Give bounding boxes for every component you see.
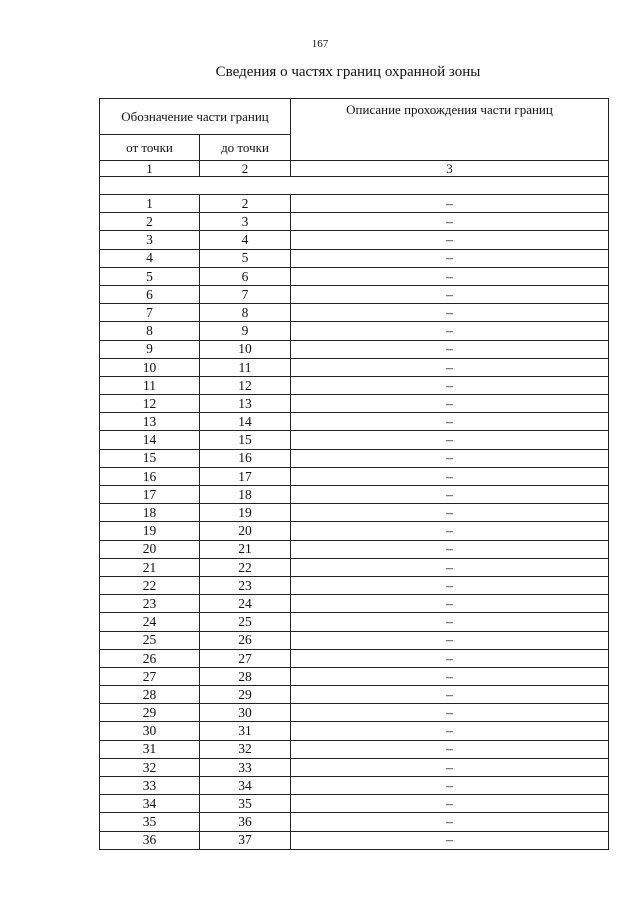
table-row <box>100 322 609 340</box>
table-row <box>100 740 609 758</box>
description-cell: – <box>291 813 609 831</box>
table-row <box>100 540 609 558</box>
table-row <box>100 304 609 322</box>
description-cell: – <box>291 777 609 795</box>
to-point-cell: 34 <box>200 777 291 795</box>
to-point-cell: 13 <box>200 395 291 413</box>
table-row <box>100 595 609 613</box>
header-row-group <box>100 99 609 135</box>
to-point-cell: 25 <box>200 613 291 631</box>
to-point-cell: 24 <box>200 595 291 613</box>
to-point-cell: 9 <box>200 322 291 340</box>
description-cell: – <box>291 449 609 467</box>
header-to-point: до точки <box>200 135 291 161</box>
from-point-cell: 32 <box>100 758 200 776</box>
to-point-cell: 28 <box>200 667 291 685</box>
from-point-cell: 11 <box>100 376 200 394</box>
from-point-cell: 24 <box>100 613 200 631</box>
table-row <box>100 758 609 776</box>
table-row <box>100 358 609 376</box>
table-row <box>100 631 609 649</box>
to-point-cell: 36 <box>200 813 291 831</box>
from-point-cell: 35 <box>100 813 200 831</box>
to-point-cell: 27 <box>200 649 291 667</box>
description-cell: – <box>291 831 609 849</box>
to-point-cell: 30 <box>200 704 291 722</box>
to-point-cell: 32 <box>200 740 291 758</box>
to-point-cell: 19 <box>200 504 291 522</box>
to-point-cell: 3 <box>200 213 291 231</box>
from-point-cell: 36 <box>100 831 200 849</box>
from-point-cell: 16 <box>100 467 200 485</box>
from-point-cell: 19 <box>100 522 200 540</box>
table-row <box>100 340 609 358</box>
description-cell: – <box>291 358 609 376</box>
from-point-cell: 22 <box>100 576 200 594</box>
table-row <box>100 613 609 631</box>
from-point-cell: 9 <box>100 340 200 358</box>
description-cell: – <box>291 795 609 813</box>
from-point-cell: 15 <box>100 449 200 467</box>
description-cell: – <box>291 486 609 504</box>
from-point-cell: 3 <box>100 231 200 249</box>
to-point-cell: 5 <box>200 249 291 267</box>
from-point-cell: 17 <box>100 486 200 504</box>
blank-separator-row <box>100 177 609 195</box>
column-number: 2 <box>200 161 291 177</box>
table-row <box>100 449 609 467</box>
table-row <box>100 777 609 795</box>
description-cell: – <box>291 576 609 594</box>
description-cell: – <box>291 504 609 522</box>
blank-cell <box>100 177 609 195</box>
to-point-cell: 22 <box>200 558 291 576</box>
to-point-cell: 35 <box>200 795 291 813</box>
table-row <box>100 686 609 704</box>
table-row <box>100 576 609 594</box>
description-cell: – <box>291 413 609 431</box>
description-cell: – <box>291 322 609 340</box>
to-point-cell: 17 <box>200 467 291 485</box>
description-cell: – <box>291 431 609 449</box>
table-row <box>100 249 609 267</box>
description-cell: – <box>291 285 609 303</box>
from-point-cell: 5 <box>100 267 200 285</box>
from-point-cell: 12 <box>100 395 200 413</box>
to-point-cell: 26 <box>200 631 291 649</box>
column-numbers-row <box>100 161 609 177</box>
column-number: 1 <box>100 161 200 177</box>
table-row <box>100 195 609 213</box>
from-point-cell: 31 <box>100 740 200 758</box>
from-point-cell: 34 <box>100 795 200 813</box>
from-point-cell: 2 <box>100 213 200 231</box>
to-point-cell: 6 <box>200 267 291 285</box>
from-point-cell: 29 <box>100 704 200 722</box>
description-cell: – <box>291 231 609 249</box>
description-cell: – <box>291 395 609 413</box>
description-cell: – <box>291 758 609 776</box>
table-row <box>100 813 609 831</box>
table-row <box>100 267 609 285</box>
table-row <box>100 795 609 813</box>
from-point-cell: 7 <box>100 304 200 322</box>
description-cell: – <box>291 213 609 231</box>
description-cell: – <box>291 686 609 704</box>
to-point-cell: 7 <box>200 285 291 303</box>
description-cell: – <box>291 704 609 722</box>
to-point-cell: 12 <box>200 376 291 394</box>
to-point-cell: 4 <box>200 231 291 249</box>
description-cell: – <box>291 249 609 267</box>
from-point-cell: 27 <box>100 667 200 685</box>
description-cell: – <box>291 595 609 613</box>
to-point-cell: 37 <box>200 831 291 849</box>
from-point-cell: 1 <box>100 195 200 213</box>
description-cell: – <box>291 558 609 576</box>
description-cell: – <box>291 304 609 322</box>
table-row <box>100 467 609 485</box>
table-row <box>100 649 609 667</box>
to-point-cell: 23 <box>200 576 291 594</box>
table-row <box>100 504 609 522</box>
table-row <box>100 722 609 740</box>
description-cell: – <box>291 267 609 285</box>
description-cell: – <box>291 376 609 394</box>
description-cell: – <box>291 340 609 358</box>
table-row <box>100 431 609 449</box>
header-boundary-description: Описание прохождения части границ <box>291 99 609 161</box>
to-point-cell: 31 <box>200 722 291 740</box>
description-cell: – <box>291 522 609 540</box>
from-point-cell: 10 <box>100 358 200 376</box>
from-point-cell: 33 <box>100 777 200 795</box>
boundary-parts-table <box>99 98 609 850</box>
to-point-cell: 16 <box>200 449 291 467</box>
description-cell: – <box>291 667 609 685</box>
from-point-cell: 28 <box>100 686 200 704</box>
to-point-cell: 29 <box>200 686 291 704</box>
header-from-point: от точки <box>100 135 200 161</box>
from-point-cell: 13 <box>100 413 200 431</box>
to-point-cell: 11 <box>200 358 291 376</box>
table-row <box>100 831 609 849</box>
table-row <box>100 213 609 231</box>
to-point-cell: 10 <box>200 340 291 358</box>
to-point-cell: 14 <box>200 413 291 431</box>
table-row <box>100 395 609 413</box>
table-row <box>100 522 609 540</box>
table-row <box>100 486 609 504</box>
to-point-cell: 2 <box>200 195 291 213</box>
to-point-cell: 8 <box>200 304 291 322</box>
from-point-cell: 23 <box>100 595 200 613</box>
description-cell: – <box>291 631 609 649</box>
from-point-cell: 21 <box>100 558 200 576</box>
description-cell: – <box>291 195 609 213</box>
document-title: Сведения о частях границ охранной зоны <box>215 64 481 80</box>
table-row <box>100 413 609 431</box>
table-row <box>100 376 609 394</box>
description-cell: – <box>291 467 609 485</box>
page-number: 167 <box>311 38 329 50</box>
description-cell: – <box>291 740 609 758</box>
table-row <box>100 667 609 685</box>
from-point-cell: 4 <box>100 249 200 267</box>
to-point-cell: 18 <box>200 486 291 504</box>
from-point-cell: 8 <box>100 322 200 340</box>
description-cell: – <box>291 540 609 558</box>
header-boundary-designation: Обозначение части границ <box>100 99 291 135</box>
to-point-cell: 20 <box>200 522 291 540</box>
from-point-cell: 18 <box>100 504 200 522</box>
from-point-cell: 25 <box>100 631 200 649</box>
description-cell: – <box>291 649 609 667</box>
table-row <box>100 558 609 576</box>
to-point-cell: 33 <box>200 758 291 776</box>
description-cell: – <box>291 722 609 740</box>
to-point-cell: 21 <box>200 540 291 558</box>
table-row <box>100 231 609 249</box>
from-point-cell: 30 <box>100 722 200 740</box>
description-cell: – <box>291 613 609 631</box>
to-point-cell: 15 <box>200 431 291 449</box>
from-point-cell: 20 <box>100 540 200 558</box>
column-number: 3 <box>291 161 609 177</box>
from-point-cell: 26 <box>100 649 200 667</box>
table-row <box>100 704 609 722</box>
from-point-cell: 14 <box>100 431 200 449</box>
table-row <box>100 285 609 303</box>
from-point-cell: 6 <box>100 285 200 303</box>
